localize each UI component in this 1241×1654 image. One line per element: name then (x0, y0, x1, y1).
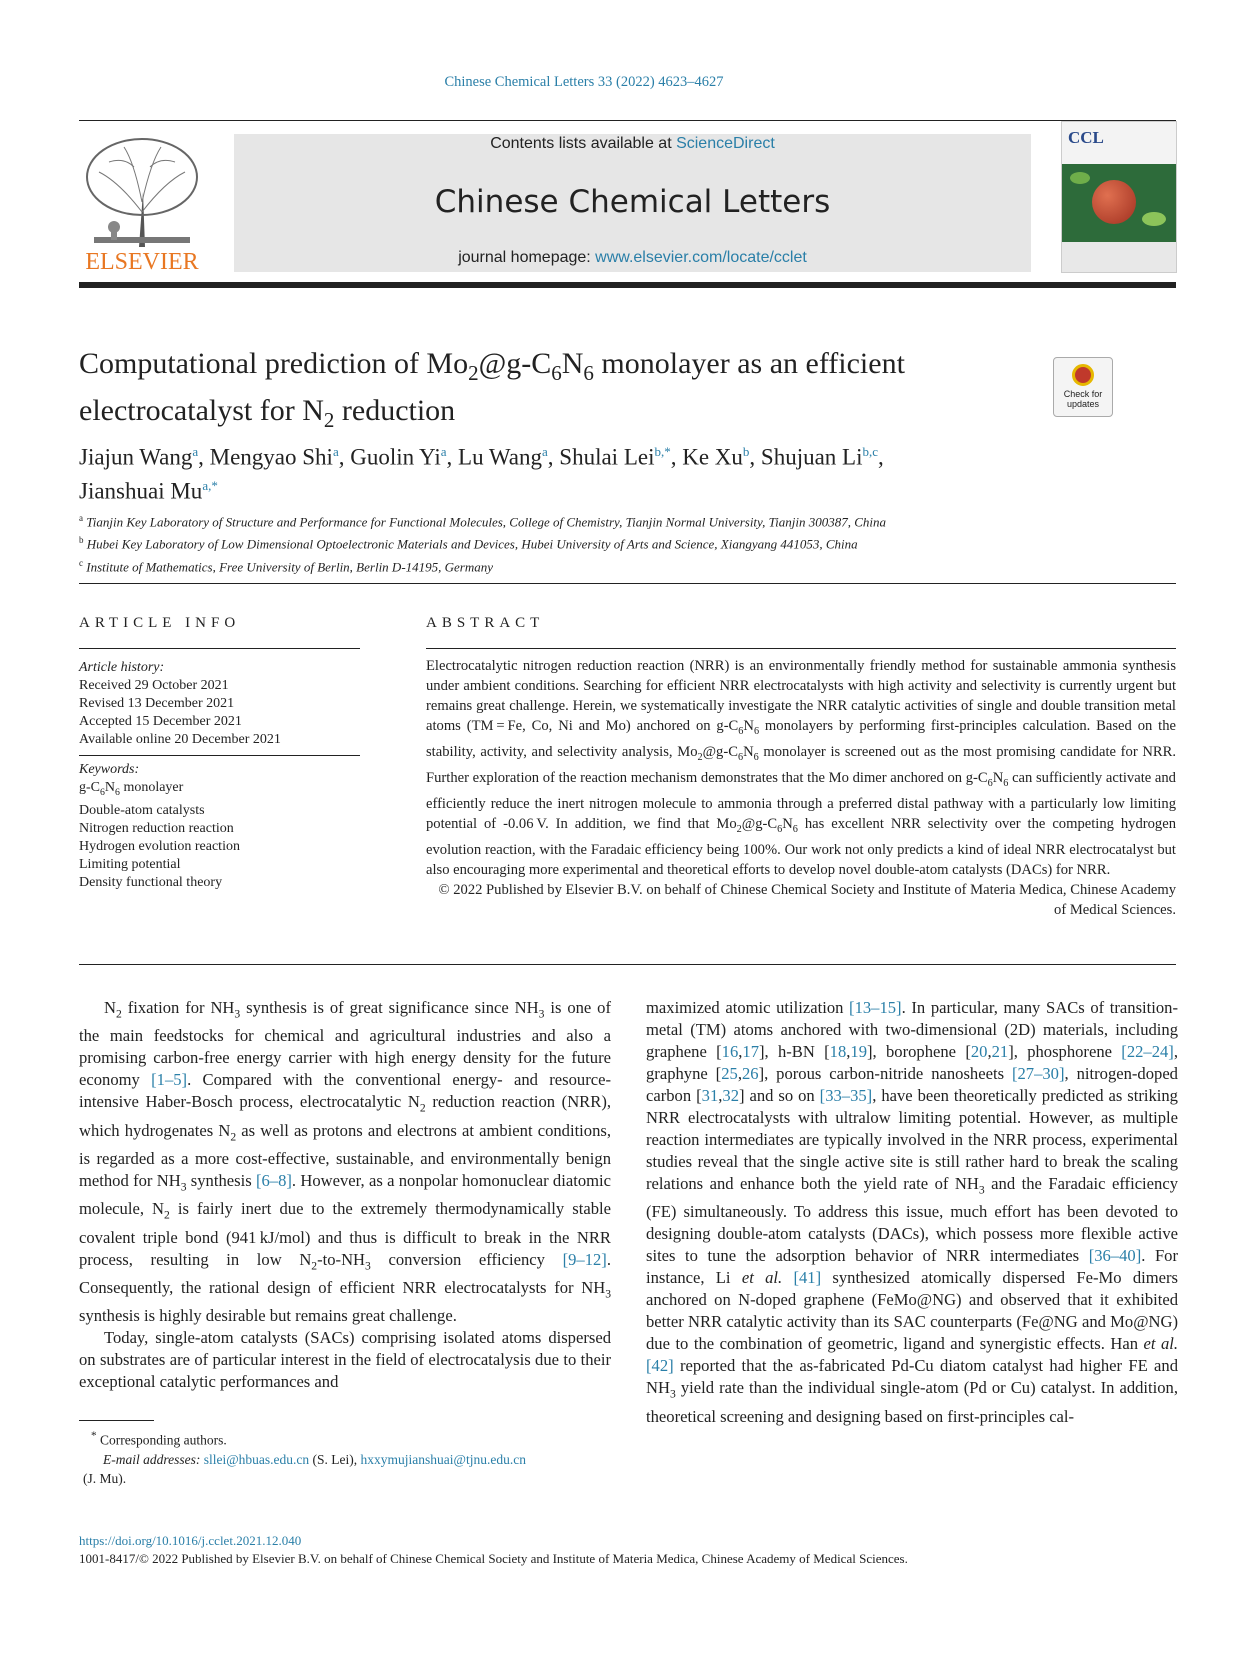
citation-link[interactable]: 26 (741, 1064, 759, 1083)
citation-link[interactable]: [36–40] (1088, 1246, 1142, 1266)
keyword: Nitrogen reduction reaction (79, 820, 234, 836)
header-rule-thick (79, 282, 1176, 288)
footnote-rule (79, 1420, 154, 1421)
affil-rule (79, 583, 1176, 584)
citation-link[interactable]: 25 (721, 1064, 738, 1083)
sciencedirect-link[interactable]: ScienceDirect (676, 135, 775, 152)
email-line: E-mail addresses: sllei@hbuas.edu.cn (S. Lei), hxxymujianshuai@tjnu.edu.cn (103, 1451, 526, 1467)
citation-link[interactable]: [22–24] (1121, 1042, 1174, 1061)
author[interactable]: Shulai Lei (559, 444, 655, 470)
journal-cover-image[interactable] (1061, 121, 1177, 273)
article-title: Computational prediction of $Mo_2@g-C_6N_6$ monolayer as an efficient electrocatalyst for $N_2$ reduction (79, 347, 905, 432)
affiliation: $^b$ Hubei Key Laboratory of Low Dimensional Optoelectronic Materials and Devices, Hubei University of Arts and Science, Xiangyang 441053, China (79, 535, 858, 552)
author-list: Jiajun Wang$^a$, Mengyao Shi$^a$, Guolin Yi$^a$, Lu Wang$^a$, Shulai Lei$^{b,*}$, Ke Xu$^b$, Shujuan Li$^{b,c}$, Jianshuai $Mu^{a,*}$ (79, 444, 884, 504)
body-column-right (646, 997, 1178, 1428)
journal-title: Chinese Chemical Letters (434, 184, 831, 220)
citation-link[interactable]: [41] (793, 1268, 822, 1288)
check-for-updates-badge[interactable] (1053, 357, 1113, 417)
email-link[interactable]: hxxymujianshuai@tjnu.edu.cn (360, 1451, 526, 1467)
elsevier-wordmark: ELSEVIER (85, 249, 199, 275)
citation-link[interactable]: 18 (829, 1042, 847, 1061)
citation-link[interactable]: 17 (742, 1042, 759, 1061)
homepage-prefix: journal homepage: (458, 249, 596, 266)
email-link[interactable]: sllei@hbuas.edu.cn (203, 1451, 310, 1467)
journal-banner (234, 134, 1031, 272)
citation-link[interactable]: [42] (646, 1356, 674, 1376)
author[interactable]: Shujuan Li (760, 444, 863, 470)
citation-link[interactable]: 21 (991, 1042, 1009, 1061)
affiliation: $^c$ Institute of Mathematics, Free University of Berlin, Berlin D-14195, Germany (79, 557, 494, 574)
citation-link[interactable]: 32 (722, 1086, 739, 1105)
affiliations (79, 509, 1169, 576)
journal-reference[interactable]: Chinese Chemical Letters 33 (2022) 4623–4627 (444, 74, 724, 90)
history-item: Received 29 October 2021 (79, 678, 229, 693)
author[interactable]: Jianshuai Mu (79, 478, 203, 504)
cover-title: CCL (1068, 128, 1104, 147)
abstract-copyright: © 2022 Published by Elsevier B.V. on behalf of Chinese Chemical Society and Institute of Materia Medica, Chinese Academy of Medical Sciences. (438, 881, 1176, 918)
citation-link[interactable]: [6–8] (255, 1170, 292, 1190)
bookmark-icon (1072, 364, 1094, 386)
keyword: Limiting potential (79, 856, 181, 872)
body-column-left (79, 997, 611, 1393)
article-info (79, 659, 360, 892)
affiliation: $^a$ Tianjin Key Laboratory of Structure and Performance for Functional Molecules, College of Chemistry, Tianjin Normal University, Tianjin 300387, China (79, 513, 886, 530)
citation-link[interactable]: [9–12] (562, 1249, 607, 1269)
author[interactable]: Mengyao Shi (209, 444, 333, 470)
keywords-rule (79, 755, 360, 756)
keyword: Double-atom catalysts (79, 802, 205, 818)
header-rule-top (79, 120, 1176, 121)
article-info-rule (79, 648, 360, 649)
cover-sphere (1092, 180, 1136, 224)
author[interactable]: Ke Xu (682, 444, 743, 470)
author[interactable]: Guolin Yi (350, 444, 441, 470)
body-paragraph: maximized atomic utilization [13–15]. In particular, many SACs of transition-metal (TM) atoms anchored with two-dimensional (2D) materials, including graphene [16,17], h-BN [18,19], borophene [20,21], phosphorene [22–24], graphyne [25,26], porous carbon-nitride nanosheets [27–30], nitrogen-doped carbon [31,32] and so on [33–35], have been theoretically predicted as striking NRR electrocatalysts with ultralow limiting potential. However, as multiple reaction intermediates are typically involved in the NRR process, experimental studies reveal that the single active site is still rather hard to break the scaling relations and enhance both the yield rate of $NH_3$ and the Faradaic efficiency (FE) simultaneously. To address this issue, much effort has been devoted to designing double-atom catalysts (DACs), which possess more flexible active sites to tune the adsorption behavior of NRR intermediates [36–40]. For instance, Li et al. [41] synthesized atomically dispersed Fe-Mo dimers anchored on N-doped graphene (FeMo@NG) and observed that it exhibited better NRR catalytic activity than its SAC counterparts (Fe@NG and Mo@NG) due to the combination of geometric, ligand and synergistic effects. Han et al. [42] reported that the as-fabricated Pd-Cu diatom catalyst had higher FE and $NH_3$ yield rate than the individual single-atom (Pd or Cu) catalyst. In addition, theoretical screening and designing based on first-principles cal- (646, 998, 1179, 1426)
email-name: (J. Mu). (83, 1470, 127, 1486)
check-updates-label: Check for updates (1063, 389, 1103, 409)
abstract-rule (426, 648, 1176, 649)
citation-link[interactable]: 16 (721, 1042, 739, 1061)
homepage-link[interactable]: www.elsevier.com/locate/cclet (595, 249, 807, 266)
keywords-label: Keywords: (79, 762, 140, 777)
author[interactable]: Lu Wang (458, 444, 543, 470)
contents-line (234, 136, 1031, 152)
article-info-heading: ARTICLE INFO (79, 615, 241, 631)
history-item: Available online 20 December 2021 (79, 732, 281, 747)
citation-link[interactable]: 19 (850, 1042, 868, 1061)
corresponding-note: * Corresponding authors. (91, 1430, 227, 1448)
abstract-heading: ABSTRACT (426, 615, 545, 631)
doi-link[interactable]: https://doi.org/10.1016/j.cclet.2021.12.040 (79, 1533, 302, 1548)
keyword: Density functional theory (79, 874, 223, 890)
contents-prefix: Contents lists available at (490, 135, 677, 152)
citation-link[interactable]: [13–15] (849, 998, 902, 1017)
history-item: Revised 13 December 2021 (79, 696, 235, 711)
abstract-text (426, 656, 1176, 920)
abstract-end-rule (79, 964, 1176, 965)
keyword: $g-C_6N_6$ monolayer (79, 780, 184, 798)
citation-link[interactable]: [33–35] (819, 1086, 873, 1105)
author[interactable]: Jiajun Wang (79, 444, 193, 470)
citation-link[interactable]: [27–30] (1011, 1064, 1065, 1083)
keyword: Hydrogen evolution reaction (79, 838, 240, 854)
homepage-line (234, 249, 1031, 267)
citation-link[interactable]: [1–5] (151, 1070, 188, 1090)
citation-link[interactable]: 20 (970, 1042, 988, 1061)
body-paragraph: Today, single-atom catalysts (SACs) comprising isolated atoms dispersed on substrates are of particular interest in the field of electrocatalysis due to their exceptional catalytic performances and (79, 1328, 611, 1392)
history-item: Accepted 15 December 2021 (79, 714, 242, 729)
footnotes (79, 1427, 619, 1488)
history-label: Article history: (79, 660, 165, 675)
abstract-body: Electrocatalytic nitrogen reduction reaction (NRR) is an environmentally friendly method for sustainable ammonia synthesis under ambient conditions. Searching for efficient NRR electrocatalysts with high activity and selectivity is currently urgent but remains great challenge. Herein, we systematically investigate the NRR catalytic activities of single and double transition metal atoms (TM = Fe, Co, Ni and Mo) anchored on $g-C_6N_6$ monolayers by performing first-principles calculation. Based on the stability, activity, and selectivity analysis, $Mo_2@g-C_6N_6$ monolayer is screened out as the most promising candidate for NRR. Further exploration of the reaction mechanism demonstrates that the Mo dimer anchored on $g-C_6N_6$ can sufficiently activate and efficiently reduce the inert nitrogen molecule to ammonia through a preferred distal pathway with a particularly low limiting potential of -0.06 V. In addition, we find that $Mo_2@g-C_6N_6$ has excellent NRR selectivity over the competing hydrogen evolution reaction, with the Faradaic efficiency being 100%. Our work not only predicts a kind of ideal NRR electrocatalyst but also encouraging more experimental and theoretical efforts to develop novel double-atom catalysts (DACs) for NRR. (426, 658, 1176, 878)
body-paragraph: $N_2$ fixation for $NH_3$ synthesis is of great significance since $NH_3$ is one of the main feedstocks for chemical and agricultural industries and also a promising carbon-free energy carrier with high energy density for the future economy [1–5]. Compared with the conventional energy- and resource-intensive Haber-Bosch process, electrocatalytic $N_2$ reduction reaction (NRR), which hydrogenates $N_2$ as well as protons and electrons at ambient conditions, is regarded as a more cost-effective, sustainable, and environmentally benign method for $NH_3$ synthesis [6–8]. However, as a nonpolar homonuclear diatomic molecule, $N_2$ is fairly inert due to the extremely thermodynamically stable covalent triple bond (941 kJ/mol) and thus is difficult to break in the NRR process, resulting in low $N_2-to-NH_3$ conversion efficiency [9–12]. Consequently, the rational design of efficient NRR electrocatalysts for $NH_3$ synthesis is highly desirable but remains great challenge. (79, 998, 612, 1326)
issn-copyright-line: 1001-8417/© 2022 Published by Elsevier B.V. on behalf of Chinese Chemical Society and Institute of Materia Medica, Chinese Academy of Medical Sciences. (79, 1551, 908, 1566)
citation-link[interactable]: 31 (701, 1086, 719, 1105)
